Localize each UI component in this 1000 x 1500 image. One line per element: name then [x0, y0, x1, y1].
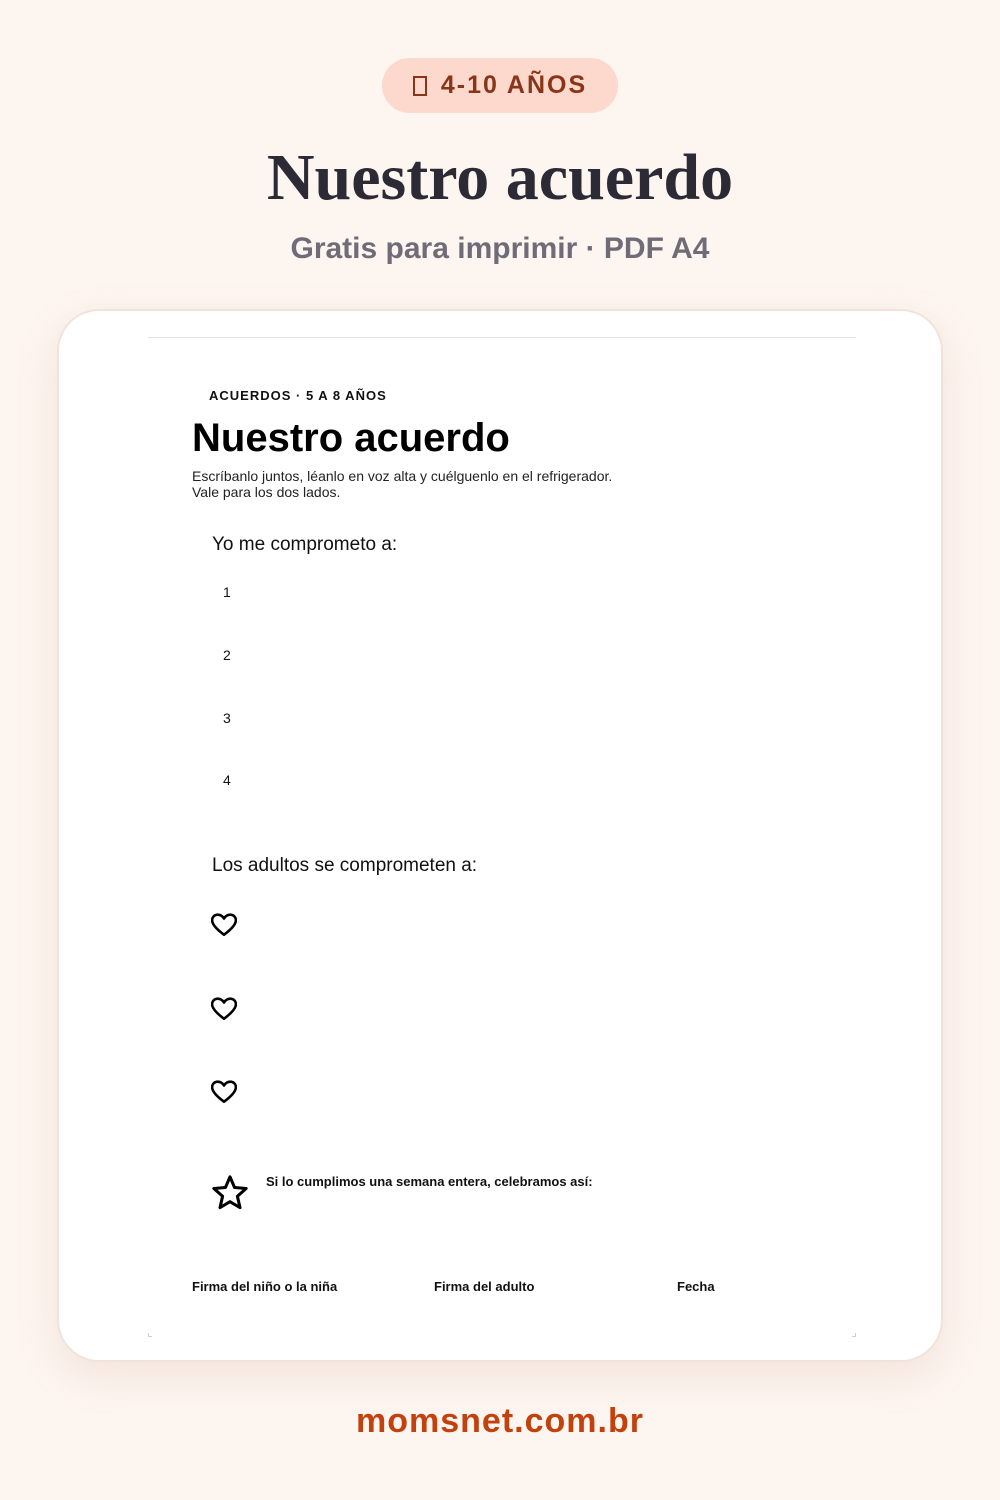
star-icon	[211, 1174, 249, 1212]
heart-icon	[211, 913, 237, 937]
sheet-corner-mark	[148, 1333, 152, 1337]
celebration-text: Si lo cumplimos una semana entera, celebramos así:	[266, 1174, 593, 1189]
sheet-title: Nuestro acuerdo	[192, 416, 510, 460]
child-signature-label: Firma del niño o la niña	[192, 1279, 338, 1294]
site-link[interactable]: momsnet.com.br	[356, 1402, 644, 1440]
child-commitment-heading: Yo me comprometo a:	[212, 534, 398, 555]
heart-icon	[211, 997, 237, 1021]
preview-card	[57, 309, 943, 1362]
missing-glyph-icon	[413, 76, 427, 96]
child-commitment-number: 1	[223, 584, 231, 600]
printable-sheet	[148, 337, 856, 1337]
age-badge	[382, 58, 618, 113]
intro-line-2: Vale para los dos lados.	[192, 484, 341, 500]
sheet-kicker: ACUERDOS · 5 A 8 AÑOS	[209, 388, 387, 403]
adult-signature-label: Firma del adulto	[434, 1279, 535, 1294]
heart-icon	[211, 1080, 237, 1104]
age-badge-label: 4-10 AÑOS	[440, 71, 588, 99]
date-label: Fecha	[677, 1279, 715, 1294]
page-subtitle: Gratis para imprimir · PDF A4	[290, 232, 710, 265]
sheet-intro	[192, 468, 612, 500]
sheet-corner-mark	[852, 1333, 856, 1337]
child-commitment-number: 4	[223, 772, 231, 788]
intro-line-1: Escríbanlo juntos, léanlo en voz alta y cuélguenlo en el refrigerador.	[192, 468, 613, 484]
child-commitment-number: 2	[223, 647, 231, 663]
page-title: Nuestro acuerdo	[266, 141, 734, 214]
child-commitment-number: 3	[223, 710, 231, 726]
adult-commitment-heading: Los adultos se comprometen a:	[212, 855, 478, 876]
